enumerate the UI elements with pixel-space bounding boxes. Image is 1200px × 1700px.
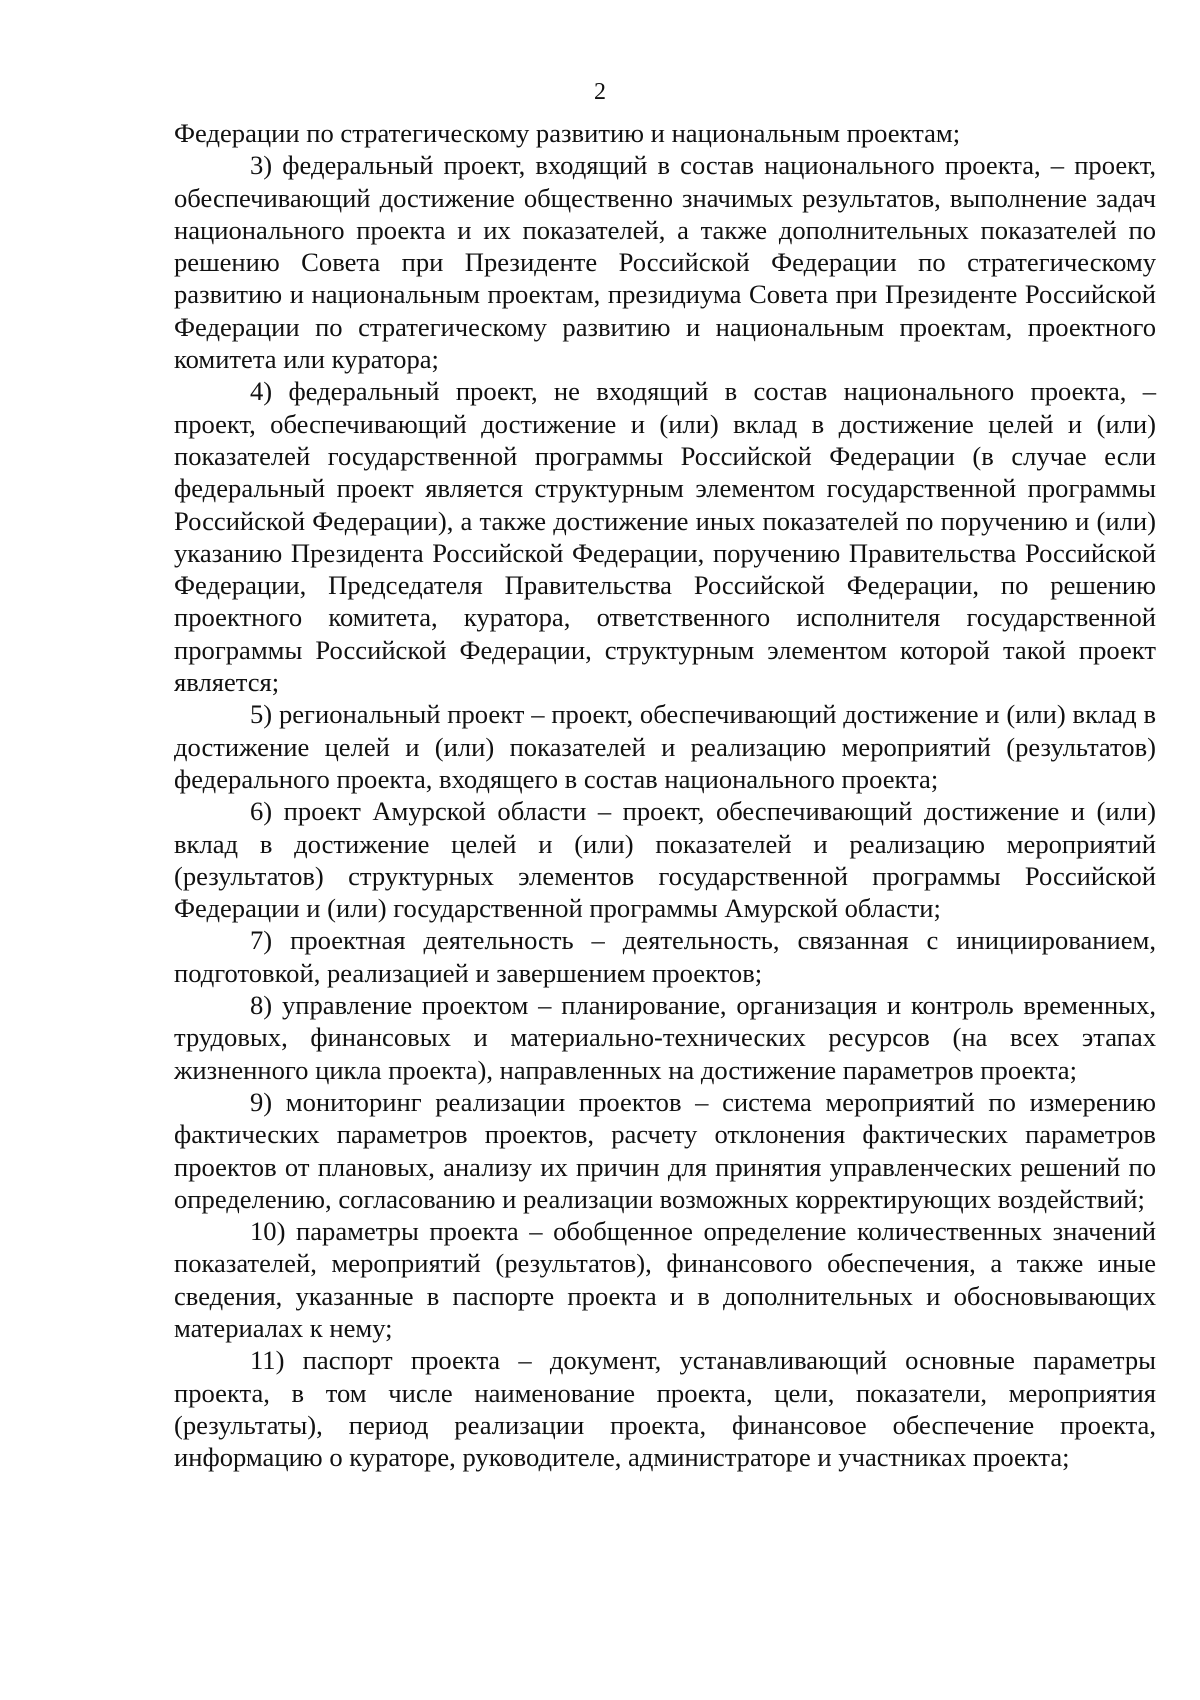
definition-item-6: 6) проект Амурской области – проект, обеспечивающий достижение и (или) вклад в достижение целей и (или) показателей и реализацию мероприятий (результатов) структурных элементов государственной программы Российской Федерации и (или) государственной программы Амурской области;: [174, 796, 1156, 924]
page-number: 2: [594, 79, 606, 105]
document-body: [174, 117, 1156, 1473]
definition-item-3: 3) федеральный проект, входящий в состав национального проекта, – проект, обеспечивающий достижение общественно значимых результатов, выполнение задач национального проекта и их показателей, а также дополнительных показателей по решению Совета при Президенте Российской Федерации по стратегическому развитию и национальным проектам, президиума Совета при Президенте Российской Федерации по стратегическому развитию и национальным проектам, проектного комитета или куратора;: [174, 150, 1156, 375]
definition-item-5: 5) региональный проект – проект, обеспечивающий достижение и (или) вклад в достижение целей и (или) показателей и реализацию мероприятий (результатов) федерального проекта, входящего в состав национального проекта;: [174, 699, 1156, 794]
definition-item-11: 11) паспорт проекта – документ, устанавливающий основные параметры проекта, в том числе наименование проекта, цели, показатели, мероприятия (результаты), период реализации проекта, финансовое обеспечение проекта, информацию о кураторе, руководителе, администраторе и участниках проекта;: [174, 1345, 1156, 1473]
definition-item-7: 7) проектная деятельность – деятельность, связанная с инициированием, подготовкой, реализацией и завершением проектов;: [174, 925, 1156, 988]
definition-item-9: 9) мониторинг реализации проектов – система мероприятий по измерению фактических параметров проектов, расчету отклонения фактических параметров проектов от плановых, анализу их причин для принятия управленческих решений по определению, согласованию и реализации возможных корректирующих воздействий;: [174, 1086, 1156, 1214]
paragraph-continuation: Федерации по стратегическому развитию и национальным проектам;: [174, 118, 961, 148]
definition-item-4: 4) федеральный проект, не входящий в состав национального проекта, – проект, обеспечивающий достижение и (или) вклад в достижение целей и (или) показателей государственной программы Российской Федерации (в случае если федеральный проект является структурным элементом государственной программы Российской Федерации), а также достижение иных показателей по поручению и (или) указанию Президента Российской Федерации, поручению Правительства Российской Федерации, Председателя Правительства Российской Федерации, по решению проектного комитета, куратора, ответственного исполнителя государственной программы Российской Федерации, структурным элементом которой такой проект является;: [174, 376, 1156, 698]
definition-item-8: 8) управление проектом – планирование, организация и контроль временных, трудовых, финансовых и материально-технических ресурсов (на всех этапах жизненного цикла проекта), направленных на достижение параметров проекта;: [174, 990, 1156, 1085]
definition-item-10: 10) параметры проекта – обобщенное определение количественных значений показателей, мероприятий (результатов), финансового обеспечения, а также иные сведения, указанные в паспорте проекта и в дополнительных и обосновывающих материалах к нему;: [174, 1216, 1156, 1343]
